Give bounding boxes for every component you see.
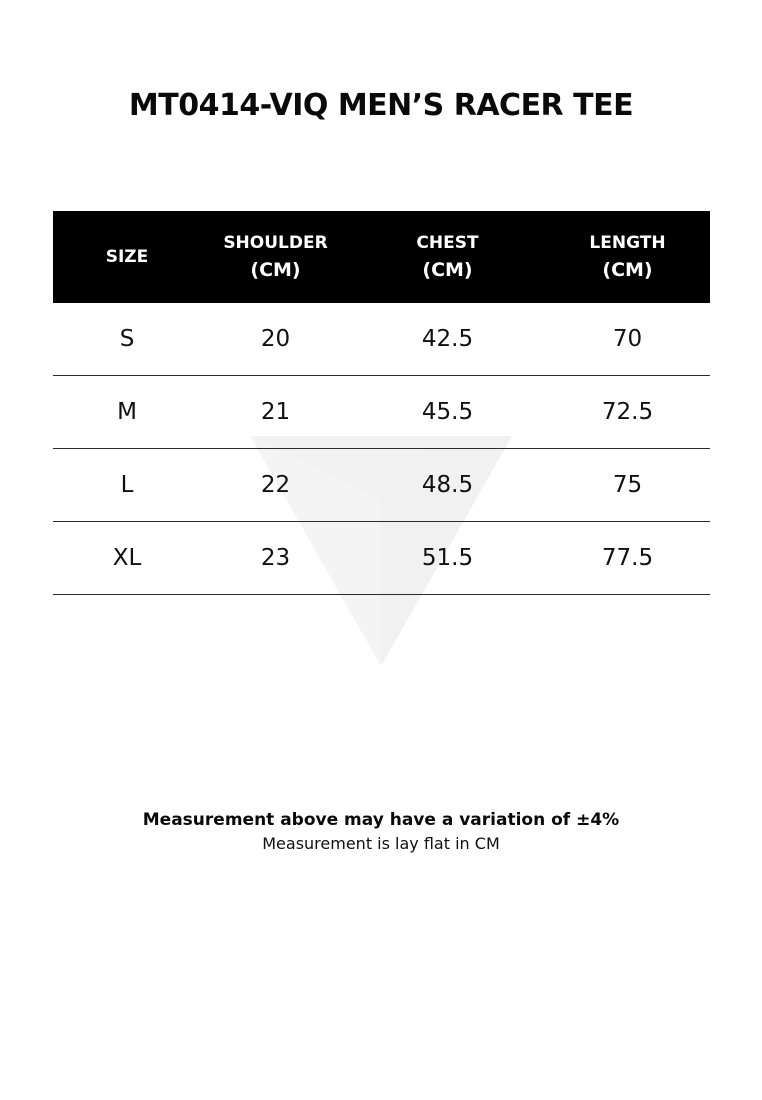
length-cell: 77.5 bbox=[545, 522, 710, 595]
chest-cell: 45.5 bbox=[350, 376, 545, 449]
table-header bbox=[53, 211, 710, 303]
chest-cell: 42.5 bbox=[350, 303, 545, 376]
size-cell: M bbox=[53, 376, 201, 449]
column-header-unit: (CM) bbox=[250, 259, 301, 281]
column-header-unit: (CM) bbox=[422, 259, 473, 281]
size-chart-table bbox=[53, 211, 710, 595]
length-cell: 72.5 bbox=[545, 376, 710, 449]
column-header-label: SIZE bbox=[105, 246, 149, 267]
column-header-chest bbox=[350, 211, 545, 303]
length-cell: 70 bbox=[545, 303, 710, 376]
column-header-label: LENGTH bbox=[589, 233, 666, 253]
column-header-shoulder bbox=[201, 211, 350, 303]
column-header-label: SHOULDER bbox=[223, 233, 328, 253]
column-header-length bbox=[545, 211, 710, 303]
page-title: MT0414-VIQ MEN’S RACER TEE bbox=[128, 88, 634, 123]
column-header-size bbox=[53, 211, 201, 303]
lay-flat-note: Measurement is lay flat in CM bbox=[262, 834, 500, 853]
table-body bbox=[53, 303, 710, 595]
shoulder-cell: 20 bbox=[201, 303, 350, 376]
shoulder-cell: 23 bbox=[201, 522, 350, 595]
size-cell: L bbox=[53, 449, 201, 522]
header-row bbox=[53, 211, 710, 303]
table-row bbox=[53, 303, 710, 376]
length-cell: 75 bbox=[545, 449, 710, 522]
measurement-notes bbox=[0, 808, 762, 856]
column-header-unit: (CM) bbox=[602, 259, 653, 281]
table-row bbox=[53, 522, 710, 595]
column-header-label: CHEST bbox=[416, 233, 479, 253]
chest-cell: 51.5 bbox=[350, 522, 545, 595]
chest-cell: 48.5 bbox=[350, 449, 545, 522]
size-cell: S bbox=[53, 303, 201, 376]
variation-note: Measurement above may have a variation of ±4% bbox=[142, 810, 620, 830]
table-row bbox=[53, 449, 710, 522]
shoulder-cell: 21 bbox=[201, 376, 350, 449]
table-row bbox=[53, 376, 710, 449]
size-cell: XL bbox=[53, 522, 201, 595]
shoulder-cell: 22 bbox=[201, 449, 350, 522]
